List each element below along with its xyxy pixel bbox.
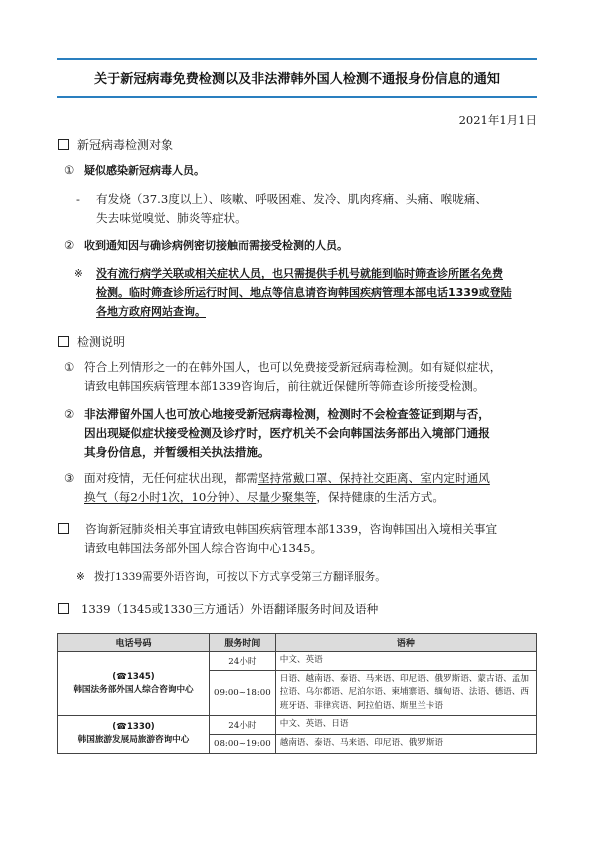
section-heading-translation-service [58,600,378,619]
anonymous-test-note-line-1 [74,264,503,284]
guidance-para-3-text-2a: 换气（每2小时1次，10分钟）、尽量少聚集等 [84,490,317,504]
anonymous-test-note-line-2 [96,283,512,303]
guidance-para-2-line-3: 其身份信息，并暂缓相关执法措施。 [84,445,270,459]
anonymous-test-note-line-3 [96,302,206,322]
guidance-para-1-line-1 [64,358,501,377]
guidance-para-2-line-1 [64,405,490,424]
checkbox-square-icon [58,139,69,150]
org-name: 韩国旅游发展局旅游咨询中心 [77,735,190,746]
circled-two-marker: ② [64,407,75,421]
guidance-para-1-line-2: 请致电韩国疾病管理本部1339咨询后，前往就近保健所等筛查诊所接受检测。 [84,379,485,393]
circled-one-marker: ① [64,163,75,177]
table-row [58,716,537,735]
contact-info-line-1 [58,520,497,539]
translation-note-text: 拨打1339需要外语咨询，可按以下方式享受第三方翻译服务。 [94,571,386,583]
guidance-para-3-line-1 [64,469,490,488]
org-name: 韩国法务部外国人综合咨询中心 [73,684,194,695]
target-item-1-text: 疑似感染新冠病毒人员。 [84,164,205,177]
section-heading-text: 1339（1345或1330三方通话）外语翻译服务时间及语种 [81,602,379,616]
note-text-3: 各地方政府网站查询。 [96,305,206,318]
dash-marker: - [76,192,80,206]
org-phone: (☎1345) [112,671,155,682]
org-cell-immigration [58,652,210,716]
service-time-cell: 24小时 [210,716,276,735]
guidance-para-2-text-1: 非法滞留外国人也可放心地接受新冠病毒检测，检测时不会检查签证到期与否， [84,407,490,421]
org-phone: (☎1330) [112,722,155,733]
guidance-para-3-text-2b: ，保持健康的生活方式。 [316,490,444,504]
target-item-2-text: 收到通知因与确诊病例密切接触而需接受检测的人员。 [84,239,348,252]
section-heading-test-targets [58,136,173,153]
reference-mark-icon: ※ [74,268,83,280]
table-header-languages: 语种 [275,634,536,652]
service-time-cell: 24小时 [210,652,276,671]
guidance-para-2-line-2: 因出现疑似症状接受检测及诊疗时，医疗机关不会向韩国法务部出入境部门通报 [84,426,490,440]
guidance-para-3-text-1b: 坚持常戴口罩、保持社交距离、室内定时通风 [257,471,490,485]
symptom-text-1: 有发烧（37.3度以上）、咳嗽、呼吸困难、发冷、肌肉疼痛、头痛、喉咙痛、 [96,192,488,206]
target-item-1 [64,161,205,180]
org-cell-tourism [58,716,210,754]
languages-cell: 中文、英语、日语 [275,716,536,735]
service-time-cell: 08:00~19:00 [210,734,276,753]
table-row [58,652,537,671]
title-banner [57,58,537,98]
table-header-phone: 电话号码 [58,634,210,652]
note-text-1: 没有流行病学关联或相关症状人员，也只需提供手机号就能到临时筛查诊所匿名免费 [96,267,503,280]
symptom-line-2: 失去味觉嗅觉、肺炎等症状。 [96,211,247,225]
languages-cell: 日语、越南语、泰语、马来语、印尼语、俄罗斯语、蒙古语、孟加拉语、乌尔都语、尼泊尔语、柬埔寨语、缅甸语、法语、德语、西班牙语、菲律宾语、阿拉伯语、斯里兰卡语 [275,670,536,716]
translation-service-table [57,633,537,754]
page-title: 关于新冠病毒免费检测以及非法滞韩外国人检测不通报身份信息的通知 [94,72,500,87]
document-date: 2021年1月1日 [458,113,537,127]
section-heading-text: 检测说明 [77,335,126,349]
note-text-2: 检测。临时筛查诊所运行时间、地点等信息请咨询韩国疾病管理本部电话1339或登陆 [96,286,512,299]
table-header-time: 服务时间 [210,634,276,652]
guidance-para-3-line-2 [84,488,444,507]
section-heading-text: 新冠病毒检测对象 [77,138,174,152]
circled-three-marker: ③ [64,471,75,485]
guidance-para-1-text-1: 符合上列情形之一的在韩外国人，也可以免费接受新冠病毒检测。如有疑似症状， [84,360,502,374]
service-time-cell: 09:00~18:00 [210,670,276,716]
reference-mark-icon: ※ [76,571,85,583]
guidance-para-3-text-1a: 面对疫情，无任何症状出现，都需 [84,471,258,485]
target-item-2 [64,236,348,255]
circled-one-marker: ① [64,360,75,374]
languages-cell: 越南语、泰语、马来语、印尼语、俄罗斯语 [275,734,536,753]
languages-cell: 中文、英语 [275,652,536,671]
checkbox-square-icon [58,336,69,347]
translation-note [76,568,386,587]
checkbox-square-icon [58,523,69,534]
contact-info-line-2: 请致电韩国法务部外国人综合咨询中心1345。 [84,541,323,555]
table-header-row [58,634,537,652]
circled-two-marker: ② [64,238,75,252]
checkbox-square-icon [58,603,69,614]
symptom-line-1 [76,190,487,209]
section-heading-test-guidance [58,333,125,350]
contact-info-text-1: 咨询新冠肺炎相关事宜请致电韩国疾病管理本部1339，咨询韩国出入境相关事宜 [85,522,498,536]
